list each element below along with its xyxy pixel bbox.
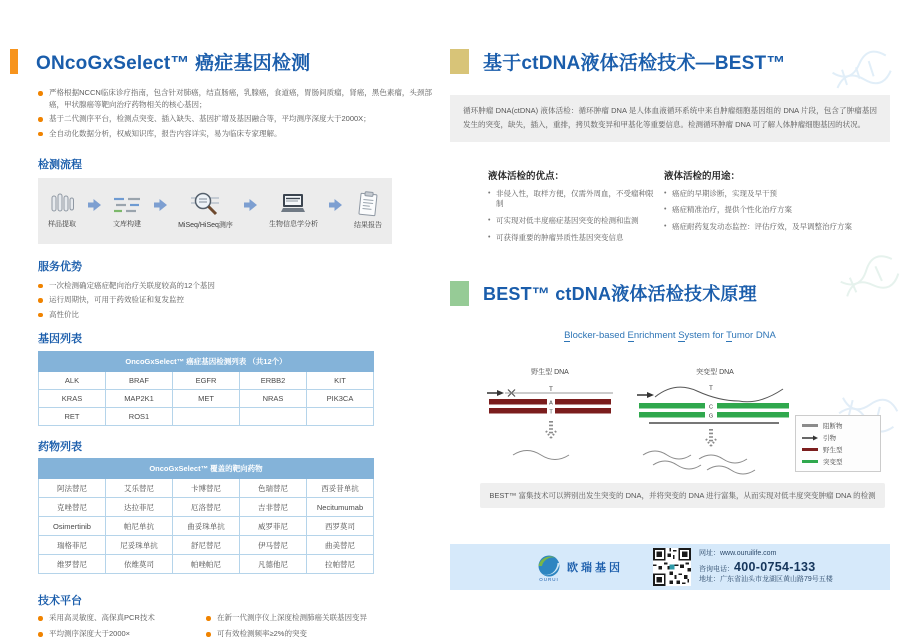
legend-label: 野生型	[823, 447, 843, 454]
drug-cell: 西罗莫司	[307, 517, 374, 536]
website-value: www.ouruilife.com	[720, 550, 777, 558]
table-row	[39, 408, 374, 426]
list-item: • 癌症精准治疗，提供个性化治疗方案	[664, 205, 884, 216]
gene-cell: EGFR	[173, 372, 240, 390]
page-title: 基于ctDNA液体活检技术—BEST™	[483, 53, 786, 74]
gene-cell: ALK	[39, 372, 106, 390]
legend-row	[802, 433, 874, 442]
list-item: 平均测序深度大于2000×	[38, 628, 206, 640]
drug-cell: 尼妥珠单抗	[106, 536, 173, 555]
liquid-biopsy-pros	[488, 168, 660, 251]
wildtype-swatch-icon	[802, 448, 818, 451]
drug-cell: 依维莫司	[106, 555, 173, 574]
table-row	[39, 498, 374, 517]
gene-cell	[240, 408, 307, 426]
svg-text:G: G	[708, 413, 714, 420]
svg-text:T: T	[549, 387, 553, 393]
mutant-swatch-icon	[802, 460, 818, 463]
platform-heading: 技术平台	[38, 595, 82, 608]
uses-heading: 液体活检的用途：	[664, 170, 741, 182]
laptop-icon	[278, 192, 308, 216]
list-item: • 癌症的早期诊断，实现及早干预	[664, 189, 884, 200]
gene-cell: ROS1	[106, 408, 173, 426]
subtitle-part: ystem for	[684, 330, 727, 341]
gene-cell: NRAS	[240, 390, 307, 408]
process-heading: 检测流程	[38, 158, 82, 171]
subtitle-part: locker-based	[570, 330, 628, 341]
table-row	[39, 517, 374, 536]
drug-cell: 卡博替尼	[173, 479, 240, 498]
subtitle-part: T	[726, 330, 732, 341]
drug-cell: 色瑞替尼	[240, 479, 307, 498]
process-step-label: 样品提取	[48, 221, 76, 228]
drug-cell: 厄洛替尼	[173, 498, 240, 517]
drug-cell: 帕尼单抗	[106, 517, 173, 536]
legend-label: 突变型	[823, 459, 843, 466]
svg-text:C: C	[709, 404, 713, 411]
legend-row	[802, 457, 874, 466]
gold-accent-bar	[450, 49, 469, 74]
address-line	[699, 575, 833, 584]
table-row	[39, 555, 374, 574]
arrow-right-icon	[88, 199, 101, 211]
drug-cell: 帕唑帕尼	[173, 555, 240, 574]
process-flow	[38, 178, 392, 244]
best-principle-diagram	[450, 367, 890, 479]
table-row	[39, 372, 374, 390]
logo-mark	[536, 553, 562, 582]
list-item: 严格根据NCCN临床诊疗指南，包含针对肺癌，结直肠癌，乳腺癌，食道癌，胃肠间质瘤，肾癌，黑色素瘤，头颈部癌，甲状腺癌等靶向治疗药物相关的核心基因；	[38, 87, 432, 110]
list-item: 一次检测确定癌症靶向治疗关联度较高的12个基因	[38, 280, 432, 292]
legend-label: 阻断物	[823, 423, 843, 430]
drug-cell: 威罗菲尼	[240, 517, 307, 536]
subtitle-part: nrichment	[633, 330, 679, 341]
subtitle-part: B	[564, 330, 571, 341]
drug-list-heading: 药物列表	[38, 441, 82, 454]
drug-cell: 曲美替尼	[307, 536, 374, 555]
wildtype-diagram	[485, 379, 615, 471]
gene-list-heading: 基因列表	[38, 333, 82, 346]
drug-cell: 达拉菲尼	[106, 498, 173, 517]
gene-cell: MAP2K1	[106, 390, 173, 408]
orange-accent-bar	[10, 49, 18, 74]
drug-cell: 西妥昔单抗	[307, 479, 374, 498]
green-accent-bar	[450, 281, 469, 306]
process-step-label: 生物信息学分析	[268, 221, 318, 228]
mutant-panel	[635, 367, 795, 480]
right-page	[450, 0, 890, 590]
list-item: 在新一代测序仪上深度检测肺癌关联基因变异	[206, 612, 431, 624]
platform-list-right	[206, 612, 431, 643]
arrow-right-icon	[244, 199, 257, 211]
process-step-label: 文库构建	[113, 221, 142, 228]
list-item: • 癌症耐药复发动态监控：评估疗效，及早调整治疗方案	[664, 222, 884, 233]
legend-row	[802, 445, 874, 454]
process-step	[112, 192, 142, 229]
legend-label: 引物	[823, 435, 836, 442]
subtitle-part: E	[627, 330, 634, 341]
process-step-label: MiSeq/HiSeq测序	[178, 222, 233, 229]
legend-row	[802, 421, 874, 430]
company-logo	[536, 553, 623, 582]
process-step-label: 结果报告	[353, 222, 382, 229]
advantages-list	[38, 280, 432, 321]
drug-table	[38, 458, 374, 574]
subtitle-part: S	[678, 330, 685, 341]
list-item: 可有效检测频率≥2%的突变	[206, 628, 431, 640]
section-title: BEST™ ctDNA液体活检技术原理	[483, 284, 757, 304]
primer-arrow-icon	[802, 435, 818, 441]
subtitle-part: umor DNA	[731, 330, 776, 341]
svg-text:T: T	[549, 409, 553, 416]
drug-cell: 拉帕替尼	[307, 555, 374, 574]
wildtype-panel	[485, 367, 615, 476]
best-acronym-subtitle	[450, 330, 890, 341]
list-item: 全自动化数据分析，权威知识库，报告内容详实，易为临床专家理解。	[38, 128, 432, 140]
library-fragments-icon	[112, 192, 142, 216]
logo-en-text: OURUI	[539, 576, 559, 582]
gene-cell: BRAF	[106, 372, 173, 390]
arrow-right-icon	[329, 199, 342, 211]
website-label: 网址：	[699, 550, 720, 558]
gene-cell: KIT	[307, 372, 374, 390]
gene-table-header: OncoGxSelect™ 癌症基因检测列表 （共12个）	[39, 352, 374, 372]
table-row	[39, 536, 374, 555]
mutant-diagram	[635, 379, 795, 475]
ctdna-intro-paragraph: 循环肿瘤 DNA(ctDNA) 液体活检：循环肿瘤 DNA 是人体血液循环系统中来自肿瘤细胞基因组的 DNA 片段，包含了肿瘤基因发生的突变，缺失，插入，重排，拷贝数变异和甲基化等重要信息。检测循环肿瘤 DNA 可了解人体肿瘤细胞基因的状况。	[450, 95, 890, 142]
platform-list-left	[38, 612, 206, 643]
contact-info	[699, 549, 833, 585]
footer-bar	[450, 544, 890, 590]
gene-cell: KRAS	[39, 390, 106, 408]
drug-cell: 克唑替尼	[39, 498, 106, 517]
gene-cell: MET	[173, 390, 240, 408]
process-step	[48, 192, 76, 229]
qr-code	[653, 548, 691, 586]
list-item: 运行周期快，可用于药效验证和复发监控	[38, 294, 432, 306]
address-label: 地址：	[699, 576, 720, 584]
phone-number: 400-0754-133	[734, 559, 816, 574]
drug-cell: 舒尼替尼	[173, 536, 240, 555]
drug-cell: 艾乐替尼	[106, 479, 173, 498]
arrow-right-icon	[154, 199, 167, 211]
phone-line	[699, 559, 833, 576]
mutant-label: 突变型 DNA	[696, 369, 734, 376]
company-name: 欧瑞基因	[567, 562, 623, 574]
blocker-swatch-icon	[802, 424, 818, 427]
advantages-heading: 服务优势	[38, 260, 82, 273]
sample-tubes-icon	[49, 192, 75, 216]
intro-bullet-list	[38, 87, 432, 140]
gene-cell	[173, 408, 240, 426]
drug-cell: 曲妥珠单抗	[173, 517, 240, 536]
list-item: 采用高灵敏度、高保真PCR技术	[38, 612, 206, 624]
table-row	[39, 390, 374, 408]
process-step	[354, 191, 382, 230]
drug-cell: 维罗替尼	[39, 555, 106, 574]
page-title: ONcoGxSelect™ 癌症基因检测	[36, 53, 311, 74]
pros-uses-row	[450, 168, 890, 251]
uses-list	[664, 189, 884, 234]
drug-cell: 瑞格菲尼	[39, 536, 106, 555]
drug-cell: Osimertinib	[39, 517, 106, 536]
address-value: 广东省汕头市龙湖区黄山路79号五楼	[720, 576, 833, 584]
sequencing-magnifier-icon	[190, 191, 220, 217]
liquid-biopsy-uses	[664, 168, 884, 251]
process-step	[269, 192, 318, 229]
right-page-title-block	[450, 48, 890, 75]
drug-cell: 阿法替尼	[39, 479, 106, 498]
list-item: 基于二代测序平台，检测点突变、插入缺失、基因扩增及基因融合等，平均测序深度大于2000X；	[38, 113, 432, 125]
process-step	[178, 191, 233, 230]
gene-table	[38, 351, 374, 426]
drug-table-header: OncoGxSelect™ 覆盖的靶向药物	[39, 459, 374, 479]
gene-cell	[307, 408, 374, 426]
pros-heading: 液体活检的优点：	[488, 170, 565, 182]
website-line	[699, 549, 833, 558]
phone-label: 咨询电话：	[699, 565, 734, 573]
gene-cell: ERBB2	[240, 372, 307, 390]
platform-columns	[38, 612, 442, 643]
list-item: • 可实现对低丰度癌症基因突变的检测和监测	[488, 216, 660, 227]
best-principle-title-block	[450, 280, 890, 306]
gene-cell: PIK3CA	[307, 390, 374, 408]
best-summary: BEST™ 富集技术可以辨别出发生突变的 DNA，并将突变的 DNA 进行富集，从而实现对低丰度突变肿瘤 DNA 的检测	[480, 483, 885, 508]
report-clipboard-icon	[355, 190, 382, 218]
svg-text:T: T	[709, 386, 713, 392]
list-item: • 可获得重要的肿瘤异质性基因突变信息	[488, 233, 660, 244]
left-page	[10, 0, 442, 644]
wildtype-label: 野生型 DNA	[531, 369, 569, 376]
svg-text:A: A	[549, 400, 553, 407]
ourui-globe-icon	[536, 553, 562, 579]
diagram-legend	[795, 415, 881, 472]
drug-cell: Necitumumab	[307, 498, 374, 517]
gene-cell: RET	[39, 408, 106, 426]
drug-cell: 吉非替尼	[240, 498, 307, 517]
drug-cell: 凡德他尼	[240, 555, 307, 574]
left-page-title-block	[10, 48, 442, 75]
pros-list	[488, 189, 660, 245]
table-row	[39, 479, 374, 498]
list-item: • 非侵入性，取样方便，仅需外周血，不受瘤种限制	[488, 189, 660, 211]
list-item: 高性价比	[38, 309, 432, 321]
drug-cell: 伊马替尼	[240, 536, 307, 555]
